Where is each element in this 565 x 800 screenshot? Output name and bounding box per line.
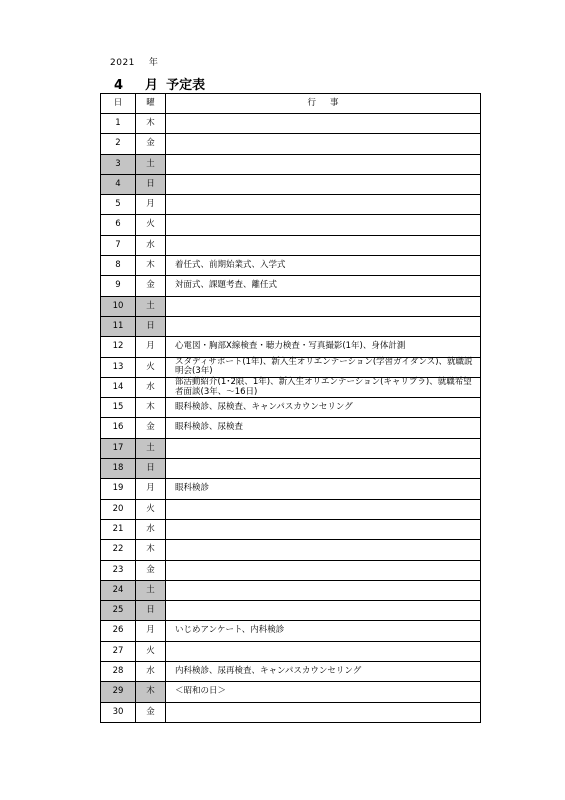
year-line	[110, 55, 158, 68]
table-row	[101, 195, 481, 215]
event-cell	[166, 316, 481, 336]
weekday-cell: 金	[136, 702, 166, 722]
weekday-cell: 月	[136, 621, 166, 641]
table-row	[101, 601, 481, 621]
day-cell: 9	[101, 276, 136, 296]
table-row	[101, 438, 481, 458]
table-row	[101, 519, 481, 539]
weekday-cell: 水	[136, 377, 166, 397]
event-cell: 眼科検診、尿検査、キャンパスカウンセリング	[166, 398, 481, 418]
event-cell	[166, 580, 481, 600]
day-cell: 23	[101, 560, 136, 580]
table-row	[101, 215, 481, 235]
weekday-cell: 木	[136, 256, 166, 276]
day-cell: 13	[101, 357, 136, 377]
day-cell: 6	[101, 215, 136, 235]
event-cell: 対面式、課題考査、離任式	[166, 276, 481, 296]
month-value: 4	[114, 78, 124, 93]
day-cell: 24	[101, 580, 136, 600]
event-cell: ＜昭和の日＞	[166, 682, 481, 702]
event-cell	[166, 114, 481, 134]
day-cell: 14	[101, 377, 136, 397]
weekday-cell: 金	[136, 560, 166, 580]
event-cell	[166, 438, 481, 458]
day-cell: 2	[101, 134, 136, 154]
event-cell	[166, 540, 481, 560]
table-row	[101, 560, 481, 580]
table-row	[101, 499, 481, 519]
day-cell: 20	[101, 499, 136, 519]
table-row	[101, 337, 481, 357]
table-row	[101, 377, 481, 397]
table-row	[101, 235, 481, 255]
day-cell: 7	[101, 235, 136, 255]
weekday-cell: 木	[136, 682, 166, 702]
day-cell: 28	[101, 662, 136, 682]
weekday-cell: 土	[136, 580, 166, 600]
table-row	[101, 296, 481, 316]
event-cell: いじめアンケート、内科検診	[166, 621, 481, 641]
day-cell: 25	[101, 601, 136, 621]
table-row	[101, 256, 481, 276]
weekday-cell: 水	[136, 519, 166, 539]
page-title	[114, 74, 205, 93]
weekday-cell: 日	[136, 174, 166, 194]
day-cell: 17	[101, 438, 136, 458]
day-cell: 29	[101, 682, 136, 702]
table-row	[101, 398, 481, 418]
table-row	[101, 316, 481, 336]
day-cell: 21	[101, 519, 136, 539]
schedule-body	[101, 114, 481, 723]
event-cell: スタディサポート(1年)、新入生オリエンテーション(学習ガイダンス)、就職説明会(3年)	[166, 357, 481, 377]
month-label: 月	[145, 78, 159, 93]
table-row	[101, 580, 481, 600]
table-row	[101, 276, 481, 296]
day-cell: 4	[101, 174, 136, 194]
year-label: 年	[148, 58, 159, 68]
table-row	[101, 702, 481, 722]
event-cell	[166, 296, 481, 316]
event-cell	[166, 235, 481, 255]
day-cell: 18	[101, 459, 136, 479]
table-row	[101, 479, 481, 499]
col-header-day: 日	[101, 94, 136, 114]
day-cell: 8	[101, 256, 136, 276]
weekday-cell: 金	[136, 418, 166, 438]
table-row	[101, 134, 481, 154]
day-cell: 19	[101, 479, 136, 499]
weekday-cell: 金	[136, 276, 166, 296]
event-cell: 心電図・胸部X線検査・聴力検査・写真撮影(1年)、身体計測	[166, 337, 481, 357]
event-cell	[166, 154, 481, 174]
day-cell: 12	[101, 337, 136, 357]
year-value: 2021	[110, 58, 135, 68]
table-header-row	[101, 94, 481, 114]
table-row	[101, 682, 481, 702]
weekday-cell: 土	[136, 296, 166, 316]
weekday-cell: 水	[136, 662, 166, 682]
weekday-cell: 水	[136, 235, 166, 255]
table-row	[101, 621, 481, 641]
event-cell	[166, 560, 481, 580]
table-row	[101, 418, 481, 438]
table-row	[101, 357, 481, 377]
table-row	[101, 540, 481, 560]
event-cell	[166, 459, 481, 479]
event-cell	[166, 519, 481, 539]
weekday-cell: 火	[136, 215, 166, 235]
schedule-table	[100, 93, 481, 723]
table-row	[101, 641, 481, 661]
event-cell	[166, 499, 481, 519]
day-cell: 22	[101, 540, 136, 560]
table-row	[101, 662, 481, 682]
weekday-cell: 木	[136, 114, 166, 134]
weekday-cell: 土	[136, 438, 166, 458]
table-row	[101, 114, 481, 134]
weekday-cell: 火	[136, 641, 166, 661]
weekday-cell: 火	[136, 357, 166, 377]
col-header-event: 行事	[166, 94, 481, 114]
title-text: 予定表	[166, 78, 206, 93]
event-cell	[166, 641, 481, 661]
weekday-cell: 土	[136, 154, 166, 174]
col-header-weekday: 曜	[136, 94, 166, 114]
event-cell	[166, 195, 481, 215]
weekday-cell: 木	[136, 540, 166, 560]
day-cell: 11	[101, 316, 136, 336]
weekday-cell: 火	[136, 499, 166, 519]
day-cell: 10	[101, 296, 136, 316]
weekday-cell: 金	[136, 134, 166, 154]
day-cell: 26	[101, 621, 136, 641]
event-cell	[166, 601, 481, 621]
event-cell: 内科検診、尿再検査、キャンパスカウンセリング	[166, 662, 481, 682]
event-cell: 部活動紹介(1･2限、1年)、新入生オリエンテーション(キャリプラ)、就職希望者面談(3年、～16日)	[166, 377, 481, 397]
table-row	[101, 154, 481, 174]
weekday-cell: 日	[136, 316, 166, 336]
event-cell	[166, 174, 481, 194]
day-cell: 30	[101, 702, 136, 722]
weekday-cell: 日	[136, 459, 166, 479]
event-cell	[166, 215, 481, 235]
day-cell: 3	[101, 154, 136, 174]
weekday-cell: 木	[136, 398, 166, 418]
weekday-cell: 月	[136, 195, 166, 215]
table-row	[101, 174, 481, 194]
day-cell: 1	[101, 114, 136, 134]
day-cell: 15	[101, 398, 136, 418]
weekday-cell: 日	[136, 601, 166, 621]
day-cell: 5	[101, 195, 136, 215]
table-row	[101, 459, 481, 479]
weekday-cell: 月	[136, 337, 166, 357]
day-cell: 16	[101, 418, 136, 438]
day-cell: 27	[101, 641, 136, 661]
event-cell: 眼科検診	[166, 479, 481, 499]
event-cell	[166, 134, 481, 154]
event-cell	[166, 702, 481, 722]
weekday-cell: 月	[136, 479, 166, 499]
event-cell: 着任式、前期始業式、入学式	[166, 256, 481, 276]
event-cell: 眼科検診、尿検査	[166, 418, 481, 438]
